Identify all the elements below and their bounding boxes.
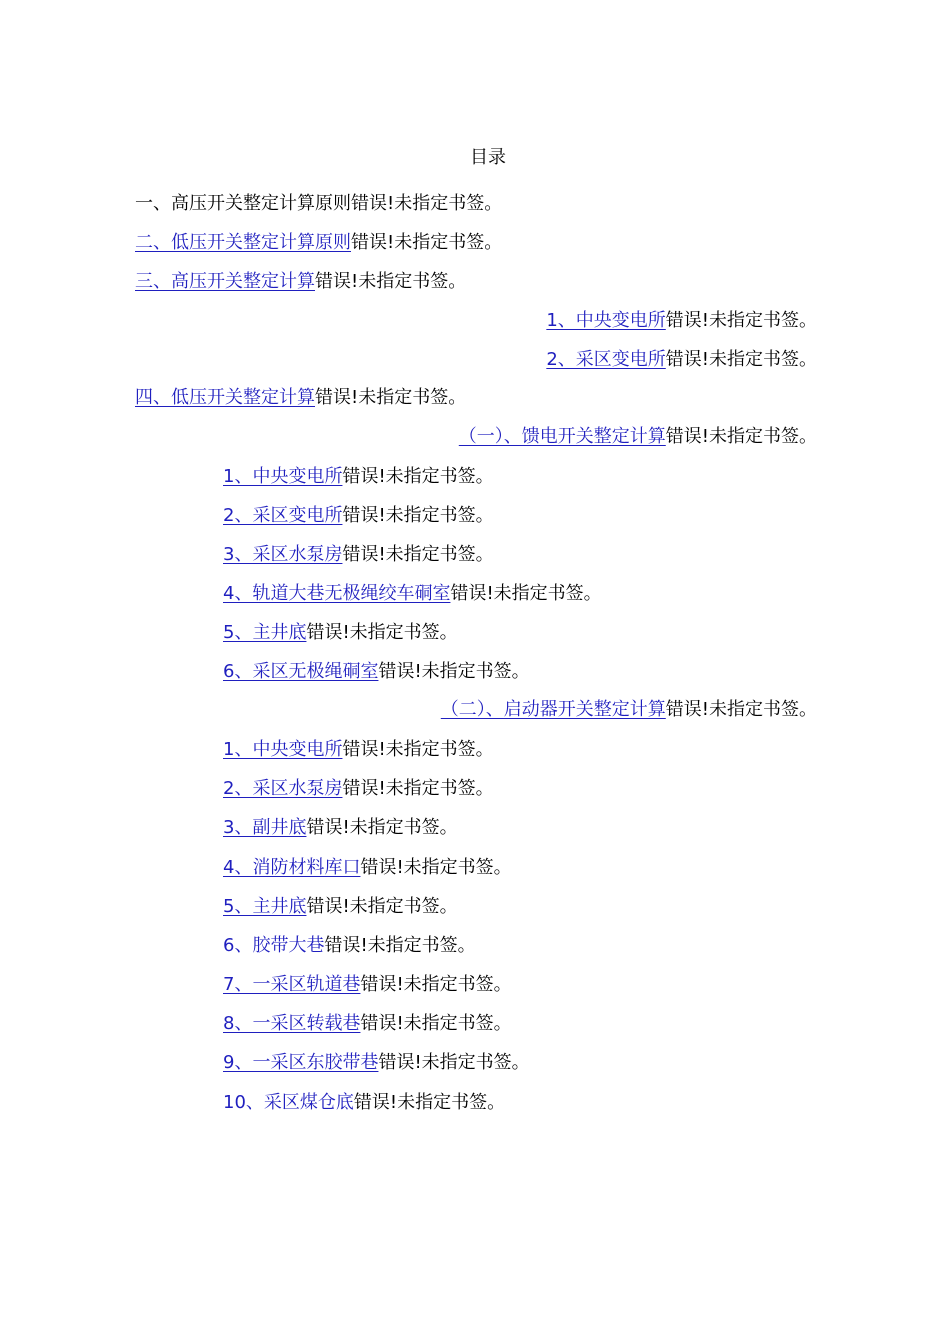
- toc-entry[interactable]: [459, 425, 817, 449]
- toc-entry-link[interactable]: 5、主井底: [223, 622, 307, 643]
- toc-entry[interactable]: [546, 309, 817, 333]
- toc-entry-link[interactable]: 9、一采区东胶带巷: [223, 1052, 379, 1073]
- toc-entry[interactable]: [223, 1091, 505, 1115]
- toc-entry-link[interactable]: 二、低压开关整定计算原则: [135, 232, 351, 253]
- toc-entry-error: 错误!未指定书签。: [342, 544, 494, 565]
- toc-entry-error: 错误!未指定书签。: [378, 1052, 530, 1073]
- toc-entry[interactable]: [223, 543, 494, 567]
- toc-entry-link[interactable]: 4、轨道大巷无极绳绞车硐室: [223, 583, 451, 604]
- toc-entry-link[interactable]: 三、高压开关整定计算: [135, 271, 315, 292]
- toc-entry-link[interactable]: 8、一采区转载巷: [223, 1013, 361, 1034]
- toc-entry-link[interactable]: （二）、启动器开关整定计算: [440, 699, 666, 720]
- toc-entry-label[interactable]: 6、胶带大巷: [223, 935, 325, 956]
- toc-entry-error: 错误!未指定书签。: [353, 1092, 506, 1113]
- toc-entry[interactable]: [223, 856, 512, 880]
- toc-entry[interactable]: [223, 777, 494, 801]
- toc-entry[interactable]: [223, 1051, 530, 1075]
- toc-entry[interactable]: [135, 270, 466, 294]
- toc-entry[interactable]: [223, 660, 530, 684]
- toc-entry-error: 错误!未指定书签。: [342, 778, 494, 799]
- toc-entry-link[interactable]: 5、主井底: [223, 896, 307, 917]
- toc-entry-error: 错误!未指定书签。: [665, 349, 817, 370]
- toc-entry[interactable]: [135, 192, 502, 216]
- toc-entry-error: 错误!未指定书签。: [665, 699, 817, 720]
- toc-entry-error: 错误!未指定书签。: [665, 310, 817, 331]
- toc-entry-link[interactable]: 四、低压开关整定计算: [135, 387, 315, 408]
- toc-entry-link[interactable]: 1、中央变电所: [223, 739, 343, 760]
- toc-entry-error: 错误!未指定书签。: [306, 896, 458, 917]
- toc-entry-error: 错误!未指定书签。: [360, 974, 512, 995]
- toc-entry-error: 错误!未指定书签。: [315, 271, 467, 292]
- toc-entry[interactable]: [223, 816, 458, 840]
- toc-entry-error: 错误!未指定书签。: [450, 583, 602, 604]
- toc-entry[interactable]: [546, 348, 817, 372]
- toc-entry[interactable]: [223, 465, 494, 489]
- toc-entry[interactable]: [441, 698, 817, 722]
- toc-entry-link[interactable]: 2、采区变电所: [546, 349, 666, 370]
- toc-entry-link[interactable]: 7、一采区轨道巷: [223, 974, 361, 995]
- toc-entry-error: 错误!未指定书签。: [306, 622, 458, 643]
- toc-entry-link[interactable]: 1、中央变电所: [546, 310, 666, 331]
- toc-entry-link[interactable]: （一）、馈电开关整定计算: [458, 426, 666, 447]
- toc-entry-error: 错误!未指定书签。: [324, 935, 476, 956]
- toc-entry[interactable]: [223, 738, 494, 762]
- toc-entry-error: 错误!未指定书签。: [360, 857, 512, 878]
- toc-entry-link[interactable]: 3、采区水泵房: [223, 544, 343, 565]
- toc-entry-error: 错误!未指定书签。: [360, 1013, 512, 1034]
- toc-entry[interactable]: [223, 895, 458, 919]
- toc-entry[interactable]: [223, 582, 602, 606]
- toc-entry-link[interactable]: 2、采区水泵房: [223, 778, 343, 799]
- toc-entry-error: 错误!未指定书签。: [315, 387, 467, 408]
- toc-entry-error: 错误!未指定书签。: [378, 661, 530, 682]
- toc-entry-label: 一、高压开关整定计算原则: [135, 193, 351, 214]
- toc-entry-error: 错误!未指定书签。: [342, 739, 494, 760]
- toc-entry[interactable]: [223, 973, 512, 997]
- toc-entry-error: 错误!未指定书签。: [351, 193, 503, 214]
- toc-entry-link[interactable]: 6、采区无极绳硐室: [223, 661, 379, 682]
- toc-entry-label[interactable]: 10、采区煤仓底: [223, 1092, 354, 1113]
- toc-entry-link[interactable]: 2、采区变电所: [223, 505, 343, 526]
- toc-entry-error: 错误!未指定书签。: [342, 466, 494, 487]
- toc-entry[interactable]: [135, 231, 502, 255]
- toc-entry-error: 错误!未指定书签。: [306, 817, 458, 838]
- toc-entry-link[interactable]: 3、副井底: [223, 817, 307, 838]
- toc-entry[interactable]: [223, 621, 458, 645]
- toc-entry-error: 错误!未指定书签。: [351, 232, 503, 253]
- toc-entry-error: 错误!未指定书签。: [665, 426, 817, 447]
- toc-entry-link[interactable]: 1、中央变电所: [223, 466, 343, 487]
- toc-entry-link[interactable]: 4、消防材料库口: [223, 857, 361, 878]
- toc-entry[interactable]: [223, 504, 494, 528]
- toc-title: 目录: [470, 147, 506, 168]
- toc-entry[interactable]: [135, 386, 466, 410]
- toc-entry[interactable]: [223, 1012, 512, 1036]
- toc-entry[interactable]: [223, 934, 476, 958]
- toc-entry-error: 错误!未指定书签。: [342, 505, 494, 526]
